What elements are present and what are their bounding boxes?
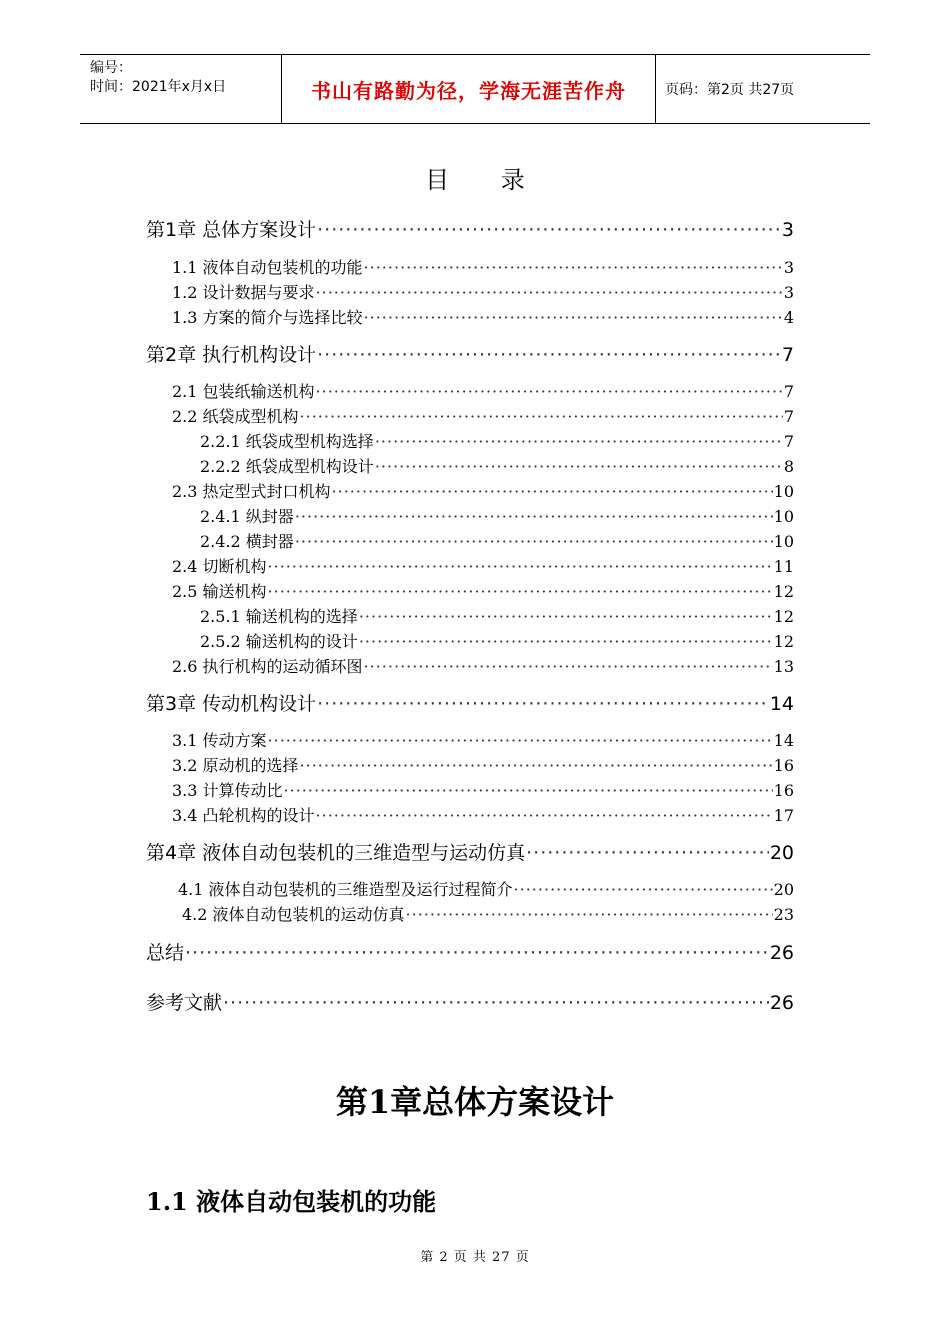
toc-entry[interactable]: 2.2 纸袋成型机构 ····· 7 bbox=[172, 404, 794, 427]
toc-entry[interactable]: 3.1 传动方案 ····· 14 bbox=[172, 728, 794, 751]
toc-entry[interactable]: 2.5.2 输送机构的设计 ····· 12 bbox=[200, 629, 794, 652]
section-heading: 1.1 液体自动包装机的功能 bbox=[146, 1187, 437, 1216]
toc-entry[interactable]: 2.1 包装纸输送机构 ····· 7 bbox=[172, 379, 794, 402]
toc-entry[interactable]: 4.1 液体自动包装机的三维造型及运行过程简介 ····· 20 bbox=[178, 877, 794, 900]
toc-entry[interactable]: 4.2 液体自动包装机的运动仿真 ····· 23 bbox=[182, 902, 794, 925]
toc-entry[interactable]: 参考文献 ····· 26 bbox=[146, 988, 794, 1015]
header-motto: 书山有路勤为径，学海无涯苦作舟 bbox=[282, 55, 656, 123]
toc-entry[interactable]: 第1章 总体方案设计 ····· 3 bbox=[146, 215, 794, 242]
toc-entry[interactable]: 2.3 热定型式封口机构 ····· 10 bbox=[172, 479, 794, 502]
toc-entry[interactable]: 2.2.2 纸袋成型机构设计 ····· 8 bbox=[200, 454, 794, 477]
page-footer: 第 2 页 共 27 页 bbox=[420, 1250, 530, 1265]
header-page-info: 页码：第2页 共27页 bbox=[665, 82, 795, 98]
toc-entry[interactable]: 3.4 凸轮机构的设计 ····· 17 bbox=[172, 803, 794, 826]
toc-entry[interactable]: 第3章 传动机构设计 ····· 14 bbox=[146, 689, 794, 716]
toc-entry[interactable]: 第4章 液体自动包装机的三维造型与运动仿真 ····· 20 bbox=[146, 838, 794, 865]
toc-entry[interactable]: 2.5.1 输送机构的选择 ····· 12 bbox=[200, 604, 794, 627]
toc-entry[interactable]: 1.1 液体自动包装机的功能 ····· 3 bbox=[172, 255, 794, 278]
toc-entry[interactable]: 3.2 原动机的选择 ····· 16 bbox=[172, 753, 794, 776]
toc-entry[interactable]: 3.3 计算传动比 ····· 16 bbox=[172, 778, 794, 801]
toc-entry[interactable]: 1.2 设计数据与要求 ····· 3 bbox=[172, 280, 794, 303]
toc-entry[interactable]: 2.6 执行机构的运动循环图 ····· 13 bbox=[172, 654, 794, 677]
toc-entry[interactable]: 2.4 切断机构 ····· 11 bbox=[172, 554, 794, 577]
toc-entry[interactable]: 2.5 输送机构 ····· 12 bbox=[172, 579, 794, 602]
document-number-label: 编号： bbox=[90, 60, 132, 76]
toc-entry[interactable]: 2.2.1 纸袋成型机构选择 ····· 7 bbox=[200, 429, 794, 452]
toc-entry[interactable]: 1.3 方案的简介与选择比较 ····· 4 bbox=[172, 305, 794, 328]
chapter-heading: 第1章总体方案设计 bbox=[335, 1083, 615, 1121]
toc-title: 目 录 bbox=[425, 166, 547, 194]
toc-entry[interactable]: 2.4.2 横封器 ····· 10 bbox=[200, 529, 794, 552]
toc-entry[interactable]: 第2章 执行机构设计 ····· 7 bbox=[146, 340, 794, 367]
toc-entry[interactable]: 2.4.1 纵封器 ····· 10 bbox=[200, 504, 794, 527]
document-date: 时间：2021年x月x日 bbox=[90, 79, 227, 95]
toc-entry[interactable]: 总结 ····· 26 bbox=[146, 938, 794, 965]
